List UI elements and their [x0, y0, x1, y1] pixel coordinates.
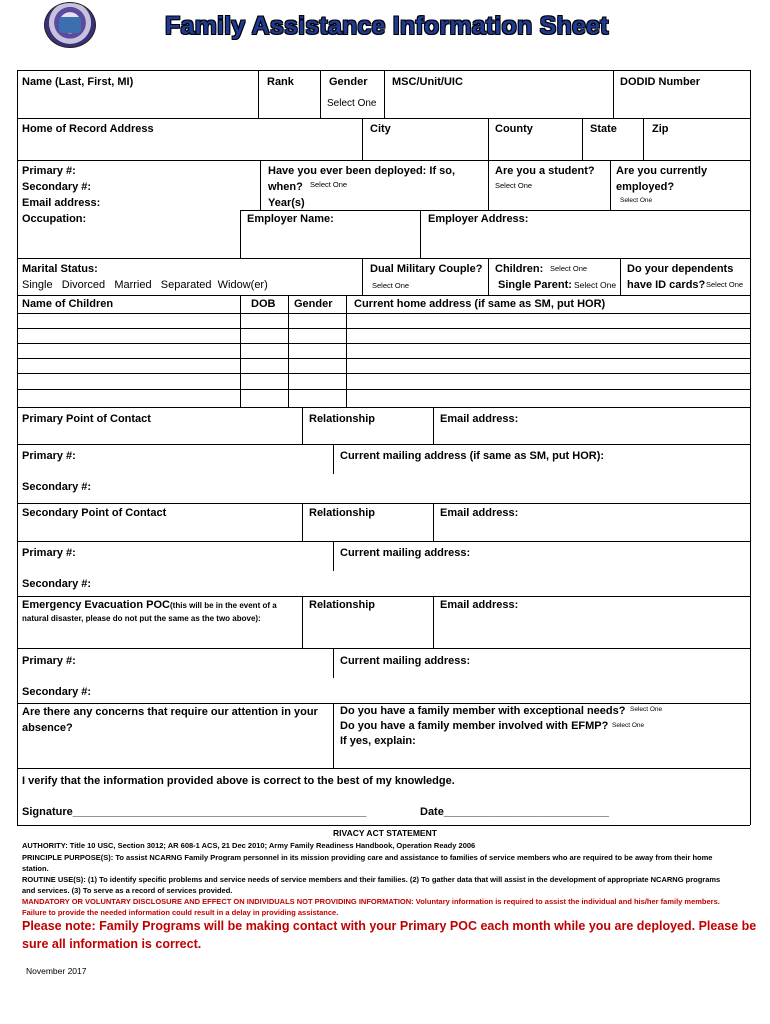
grid-line — [420, 210, 421, 258]
dodid-field-label: DODID Number — [620, 76, 701, 88]
deployed-question: Have you ever been deployed: If so, — [268, 165, 456, 177]
privacy-routine: ROUTINE USE(S): (1) To identify specific problems and service needs of service members and their families. (2) To gather data that will assist in the development of appropriate NCARNG programs — [22, 875, 721, 884]
grid-line — [362, 118, 363, 160]
secondary-poc-mailing-label: Current mailing address: — [340, 547, 471, 559]
grid-line — [17, 373, 750, 374]
grid-line — [17, 648, 750, 649]
children-dob-header: DOB — [251, 298, 276, 310]
children-gender-header: Gender — [294, 298, 333, 310]
dual-military-question: Dual Military Couple? — [370, 263, 483, 275]
grid-line — [17, 328, 750, 329]
secondary-poc-primary-label: Primary #: — [22, 547, 76, 559]
privacy-mandatory-cont: Failure to provide the needed information could result in a delay in providing assistance. — [22, 908, 339, 917]
children-address-header: Current home address (if same as SM, put HOR) — [354, 298, 606, 310]
grid-line — [17, 703, 750, 704]
grid-line — [320, 70, 321, 118]
grid-line — [17, 160, 750, 161]
grid-line — [17, 258, 750, 259]
grid-line — [17, 389, 750, 390]
deployed-select[interactable]: Select One — [310, 180, 348, 189]
seal-emblem — [59, 17, 81, 33]
primary-poc-secondary-label: Secondary #: — [22, 481, 92, 493]
hor-address-label: Home of Record Address — [22, 123, 154, 135]
rank-field-label: Rank — [267, 76, 294, 88]
primary-poc-label: Primary Point of Contact — [22, 413, 151, 425]
exceptional-needs-question: Do you have a family member with exceptional needs? — [340, 705, 626, 717]
grid-line — [17, 313, 750, 314]
grid-line — [17, 596, 750, 597]
privacy-purpose: PRINCIPLE PURPOSE(S): To assist NCARNG Family Program personnel in its mission providing care and assistance to families of service members who are required to be away from their home — [22, 853, 713, 862]
grid-line — [620, 258, 621, 295]
grid-line — [750, 70, 751, 825]
signature-line[interactable]: Signature________________________________________________ — [22, 806, 367, 818]
grid-line — [17, 825, 750, 826]
marital-status-label: Marital Status: — [22, 263, 98, 275]
email-label: Email address: — [22, 197, 101, 209]
grid-line — [17, 503, 750, 504]
deployed-years-label: Year(s) — [268, 197, 305, 209]
unit-seal-logo — [44, 2, 96, 48]
children-name-header: Name of Children — [22, 298, 114, 310]
grid-line — [17, 343, 750, 344]
date-line[interactable]: Date___________________________ — [420, 806, 610, 818]
dependents-select[interactable]: Select One — [706, 280, 744, 289]
efmp-select[interactable]: Select One — [612, 722, 645, 729]
grid-line — [346, 295, 347, 407]
privacy-purpose-cont: station. — [22, 864, 49, 873]
grid-line — [17, 358, 750, 359]
grid-line — [302, 596, 303, 648]
grid-line — [333, 703, 334, 768]
employed-select[interactable]: Select One — [620, 197, 653, 204]
deployment-note-cont: sure all information is correct. — [22, 937, 202, 951]
concerns-question-cont: absence? — [22, 722, 73, 734]
zip-label: Zip — [652, 123, 669, 135]
secondary-poc-label: Secondary Point of Contact — [22, 507, 167, 519]
msc-field-label: MSC/Unit/UIC — [392, 76, 463, 88]
deployed-when-label: when? — [268, 181, 303, 193]
privacy-heading: RIVACY ACT STATEMENT — [333, 828, 437, 838]
primary-phone-label: Primary #: — [22, 165, 76, 177]
grid-line — [643, 118, 644, 160]
grid-line — [240, 210, 241, 258]
primary-poc-primary-label: Primary #: — [22, 450, 76, 462]
dependents-question-cont: have ID cards? — [627, 279, 706, 291]
gender-select[interactable]: Select One — [327, 98, 377, 109]
children-select[interactable]: Select One — [550, 264, 588, 273]
grid-line — [17, 118, 750, 119]
privacy-routine-cont: and services. (3) To serve as a record of services provided. — [22, 886, 233, 895]
primary-poc-email-label: Email address: — [440, 413, 519, 425]
grid-line — [17, 444, 750, 445]
grid-line — [302, 503, 303, 541]
grid-line — [610, 160, 611, 210]
grid-line — [488, 118, 489, 160]
emergency-poc-primary-label: Primary #: — [22, 655, 76, 667]
grid-line — [17, 407, 750, 408]
secondary-poc-email-label: Email address: — [440, 507, 519, 519]
student-question: Are you a student? — [495, 165, 595, 177]
primary-poc-mailing-label: Current mailing address (if same as SM, put HOR): — [340, 450, 605, 462]
single-parent-label: Single Parent: — [498, 279, 572, 291]
gender-field-label: Gender — [329, 76, 368, 88]
student-select[interactable]: Select One — [495, 181, 533, 190]
children-label: Children: — [495, 263, 544, 275]
name-field-label: Name (Last, First, MI) — [22, 76, 134, 88]
emergency-poc-note: (this will be in the event of a — [170, 601, 277, 610]
grid-line — [288, 295, 289, 407]
grid-line — [333, 541, 334, 571]
grid-line — [17, 541, 750, 542]
emergency-poc-secondary-label: Secondary #: — [22, 686, 92, 698]
footer-date: November 2017 — [26, 966, 87, 976]
primary-poc-relationship-label: Relationship — [309, 413, 376, 425]
grid-line — [333, 444, 334, 474]
grid-line — [488, 160, 489, 210]
emergency-poc-mailing-label: Current mailing address: — [340, 655, 471, 667]
verify-statement: I verify that the information provided above is correct to the best of my knowledge. — [22, 775, 455, 787]
privacy-authority: AUTHORITY: Title 10 USC, Section 3012; AR 608-1 ACS, 21 Dec 2010; Army Family Readiness Handbook, Operation Ready 2006 — [22, 841, 476, 850]
grid-line — [258, 70, 259, 118]
grid-line — [362, 258, 363, 295]
dependents-question: Do your dependents — [627, 263, 734, 275]
dual-military-select[interactable]: Select One — [372, 281, 410, 290]
grid-line — [302, 407, 303, 444]
secondary-phone-label: Secondary #: — [22, 181, 92, 193]
efmp-question: Do you have a family member involved with EFMP? — [340, 720, 609, 732]
state-label: State — [590, 123, 617, 135]
grid-line — [582, 118, 583, 160]
grid-line — [17, 768, 750, 769]
grid-line — [260, 160, 261, 210]
grid-line — [433, 407, 434, 444]
county-label: County — [495, 123, 533, 135]
grid-line — [333, 648, 334, 678]
grid-line — [433, 503, 434, 541]
exceptional-needs-select[interactable]: Select One — [630, 706, 663, 713]
grid-line — [240, 210, 750, 211]
grid-line — [240, 295, 241, 407]
marital-status-options[interactable]: Single Divorced Married Separated Widow(er) — [22, 279, 268, 291]
occupation-label: Occupation: — [22, 213, 87, 225]
grid-line — [17, 70, 18, 825]
grid-line — [433, 596, 434, 648]
grid-line — [488, 258, 489, 295]
employed-question: Are you currently — [616, 165, 708, 177]
employer-name-label: Employer Name: — [247, 213, 334, 225]
grid-line — [384, 70, 385, 118]
grid-line — [613, 70, 614, 118]
privacy-mandatory: MANDATORY OR VOLUNTARY DISCLOSURE AND EFFECT ON INDIVIDUALS NOT PROVIDING INFORMATION: Voluntary information is required to assist the individual and his/her family members. — [22, 897, 720, 906]
employed-question-cont: employed? — [616, 181, 675, 193]
secondary-poc-relationship-label: Relationship — [309, 507, 376, 519]
explain-label: If yes, explain: — [340, 735, 416, 747]
emergency-poc-note-cont: natural disaster, please do not put the same as the two above): — [22, 614, 261, 623]
single-parent-select[interactable]: Select One — [574, 280, 617, 290]
employer-address-label: Employer Address: — [428, 213, 529, 225]
secondary-poc-secondary-label: Secondary #: — [22, 578, 92, 590]
emergency-poc-relationship-label: Relationship — [309, 599, 376, 611]
deployment-note: Please note: Family Programs will be making contact with your Primary POC each month while you are deployed. Please be — [22, 919, 757, 933]
city-label: City — [370, 123, 391, 135]
emergency-poc-email-label: Email address: — [440, 599, 519, 611]
emergency-poc-label: Emergency Evacuation POC — [22, 599, 170, 611]
grid-line — [17, 295, 750, 296]
concerns-question: Are there any concerns that require our attention in your — [22, 706, 318, 718]
page-title: Family Assistance Information Sheet — [165, 12, 609, 40]
